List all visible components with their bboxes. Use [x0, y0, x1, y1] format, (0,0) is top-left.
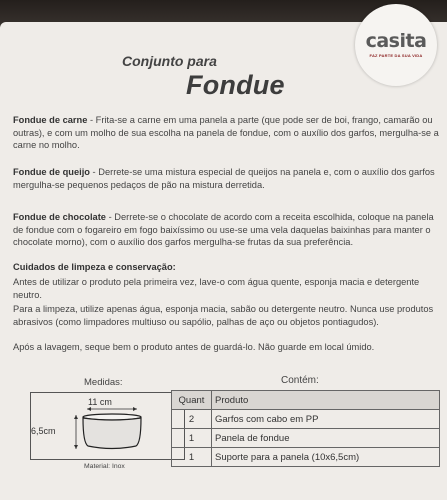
cell-qty: 2 [172, 410, 212, 429]
section-heading: Fondue de queijo [13, 167, 90, 177]
section-text: - Derrete-se uma mistura especial de queijos na panela e, com o auxílio dos garfos mergulha-se pequenos pedaços de pão na mistura derretida. [13, 167, 435, 190]
measures-label: Medidas: [84, 377, 123, 388]
height-label: 6,5cm [31, 426, 56, 436]
section-text: - Derrete-se o chocolate de acordo com a receita escolhida, coloque na panela de fondue com o fogareiro em fogo baixíssimo ou use-se uma vela daquelas baixinhas para manter o chocolate morno), com o auxílio dos garfos mergulha-se frutas da sua preferência. [13, 212, 434, 248]
material-label: Material: Inox [84, 463, 125, 470]
section-fondue-queijo [13, 166, 439, 191]
contents-label: Contém: [281, 375, 319, 386]
arrow-left-icon [87, 407, 91, 411]
care-paragraph: Antes de utilizar o produto pela primeira vez, lave-o com água quente, esponja macia e detergente neutro. [13, 277, 420, 300]
arrow-down-icon [74, 445, 78, 449]
table-row [172, 448, 440, 467]
care-paragraph: Após a lavagem, seque bem o produto antes de guardá-lo. Não guarde em local úmido. [13, 342, 375, 352]
title-small: Conjunto para [122, 53, 217, 69]
header-quant: Quant [172, 391, 212, 410]
section-heading: Fondue de chocolate [13, 212, 106, 222]
care-title: Cuidados de limpeza e conservação: [13, 262, 176, 272]
width-label: 11 cm [88, 397, 112, 407]
section-text: - Frita-se a carne em uma panela a parte (que pode ser de boi, frango, camarão ou outras), e com um molho de sua escolha na panela de fondue, com o auxílio dos garfos, mergulha-se a carne no molho. [13, 115, 439, 151]
table-row [172, 429, 440, 448]
section-heading: Fondue de carne [13, 115, 88, 125]
cell-qty: 1 [172, 448, 212, 467]
pot-body [83, 418, 141, 449]
care-paragraph: Para a limpeza, utilize apenas água, esponja macia, sabão ou detergente neutro. Nunca use produtos abrasivos (como limpadores multiuso ou sapólio, palhas de aço ou objetos pontiagudos). [13, 304, 434, 327]
table-row [172, 410, 440, 429]
table-header-row [172, 391, 440, 410]
cell-product: Garfos com cabo em PP [212, 410, 440, 429]
section-fondue-carne [13, 114, 439, 152]
cell-qty: 1 [172, 429, 212, 448]
brand-logo [355, 4, 437, 86]
cell-product: Suporte para a panela (10x6,5cm) [212, 448, 440, 467]
arrow-up-icon [74, 415, 78, 419]
cell-product: Panela de fondue [212, 429, 440, 448]
logo-tagline: FAZ PARTE DA SUA VIDA [369, 53, 423, 58]
page-title: Fondue [186, 70, 285, 100]
header-produto: Produto [212, 391, 440, 410]
section-fondue-chocolate [13, 211, 439, 249]
contents-table [171, 390, 440, 467]
arrow-right-icon [133, 407, 137, 411]
logo-word: casita [365, 30, 427, 52]
